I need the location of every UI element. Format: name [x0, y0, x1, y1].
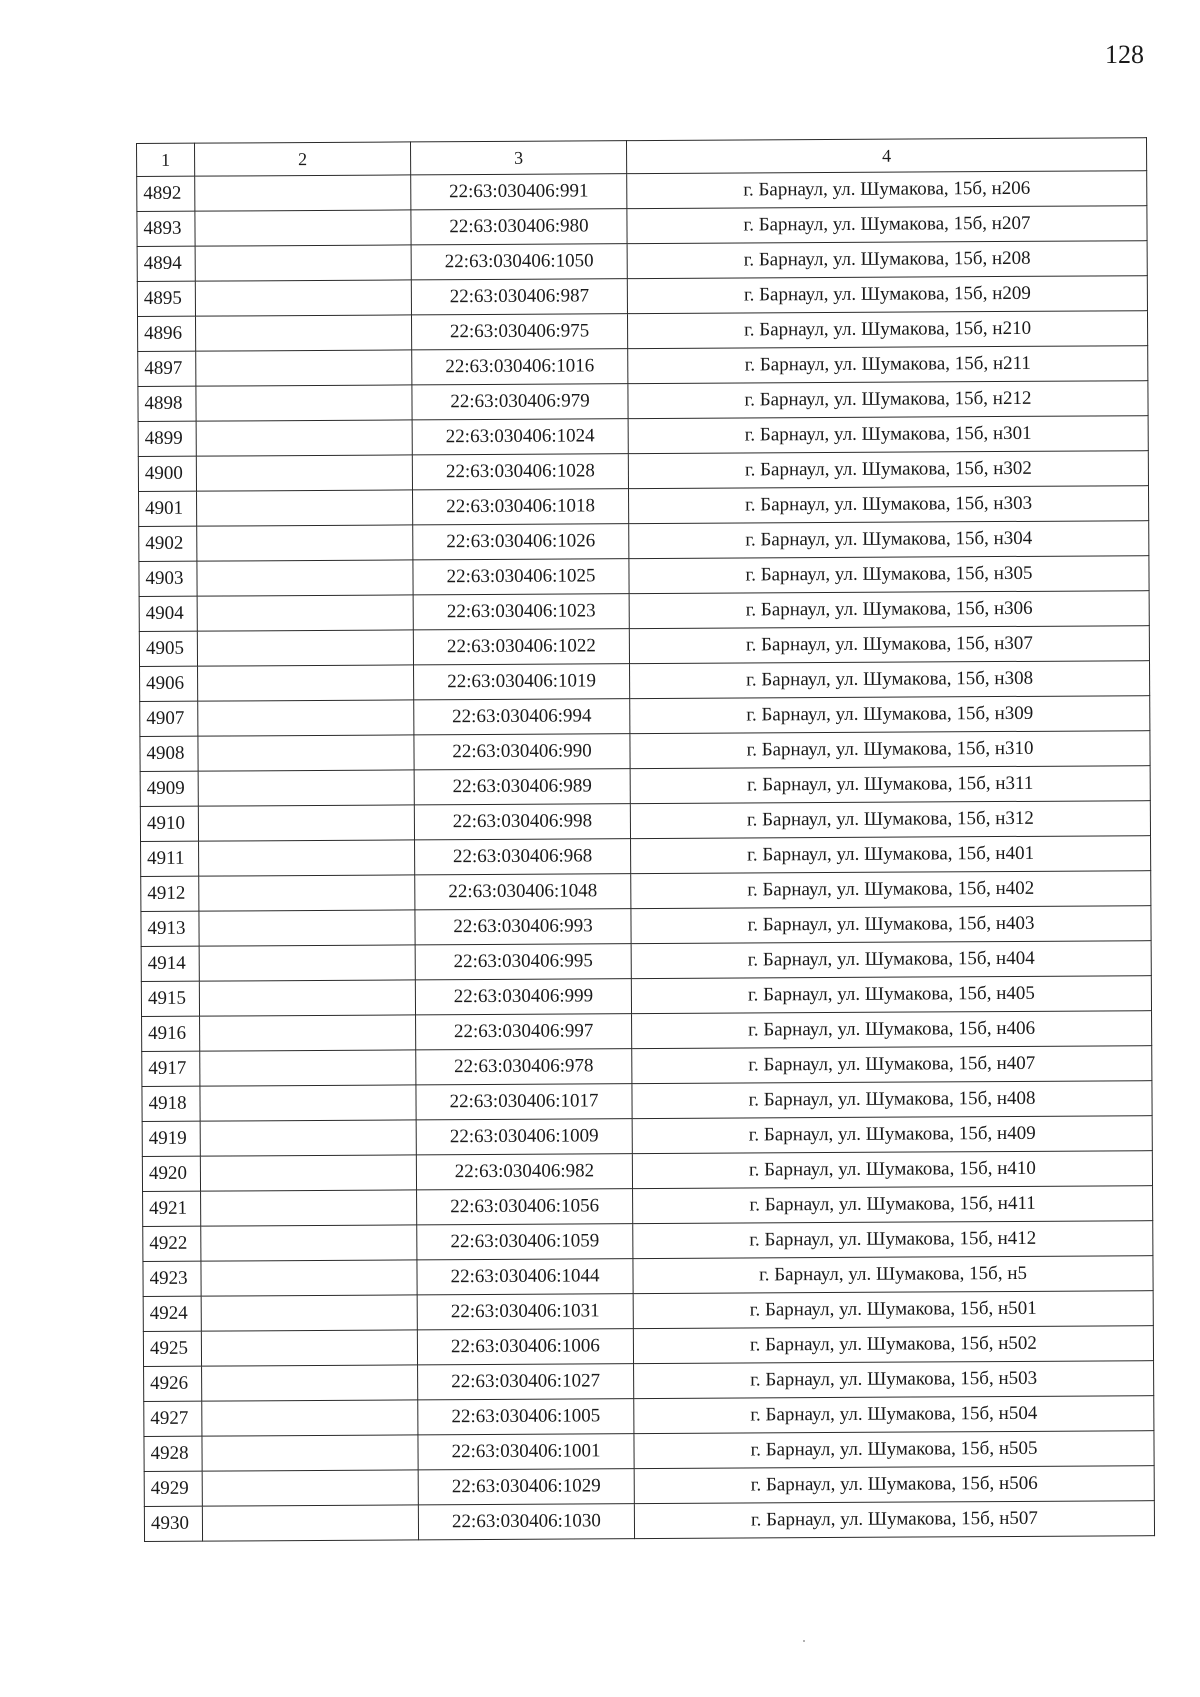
- table-row: [137, 206, 1147, 247]
- address: г. Барнаул, ул. Шумакова, 15б, н312: [630, 801, 1150, 839]
- table-row: [141, 836, 1151, 877]
- row-col2: [199, 875, 415, 911]
- row-number: 4893: [137, 211, 195, 246]
- table-row: [139, 556, 1149, 597]
- cadastral-number: 22:63:030406:1029: [418, 1469, 634, 1505]
- table-row: [138, 381, 1148, 422]
- row-number: 4894: [137, 246, 195, 281]
- row-number: 4920: [142, 1156, 200, 1191]
- address: г. Барнаул, ул. Шумакова, 15б, н409: [632, 1116, 1152, 1154]
- row-number: 4906: [140, 666, 198, 701]
- row-number: 4908: [140, 736, 198, 771]
- cadastral-number: 22:63:030406:1026: [413, 524, 629, 560]
- row-number: 4916: [142, 1016, 200, 1051]
- address: г. Барнаул, ул. Шумакова, 15б, н301: [628, 416, 1148, 454]
- cadastral-number: 22:63:030406:975: [411, 314, 627, 350]
- cadastral-number: 22:63:030406:982: [416, 1154, 632, 1190]
- row-number: 4902: [139, 526, 197, 561]
- row-number: 4892: [137, 176, 195, 211]
- row-col2: [196, 455, 412, 491]
- row-number: 4918: [142, 1086, 200, 1121]
- address: г. Барнаул, ул. Шумакова, 15б, н310: [630, 731, 1150, 769]
- row-number: 4910: [140, 806, 198, 841]
- table-row: [140, 696, 1150, 737]
- table-row: [142, 1151, 1152, 1192]
- table-row: [144, 1361, 1154, 1402]
- row-col2: [200, 1155, 416, 1191]
- table-row: [140, 766, 1150, 807]
- cadastral-number: 22:63:030406:980: [411, 209, 627, 245]
- row-col2: [196, 385, 412, 421]
- table-row: [143, 1326, 1153, 1367]
- row-number: 4898: [138, 386, 196, 421]
- address: г. Барнаул, ул. Шумакова, 15б, н412: [633, 1221, 1153, 1259]
- address: г. Барнаул, ул. Шумакова, 15б, н207: [627, 206, 1147, 244]
- table-row: [143, 1186, 1153, 1227]
- cadastral-number: 22:63:030406:1016: [412, 349, 628, 385]
- row-col2: [197, 525, 413, 561]
- address: г. Барнаул, ул. Шумакова, 15б, н208: [627, 241, 1147, 279]
- row-col2: [199, 910, 415, 946]
- cadastral-number: 22:63:030406:997: [416, 1014, 632, 1050]
- table-row: [142, 1081, 1152, 1122]
- row-number: 4930: [144, 1506, 202, 1541]
- row-col2: [201, 1330, 417, 1366]
- cadastral-number: 22:63:030406:1019: [414, 664, 630, 700]
- row-number: 4922: [143, 1226, 201, 1261]
- row-number: 4914: [141, 946, 199, 981]
- row-number: 4904: [139, 596, 197, 631]
- row-col2: [196, 420, 412, 456]
- cadastral-number: 22:63:030406:1001: [418, 1434, 634, 1470]
- page-number: 128: [1105, 40, 1144, 69]
- row-col2: [195, 175, 411, 211]
- table-row: [139, 591, 1149, 632]
- cadastral-number: 22:63:030406:1030: [418, 1504, 634, 1540]
- row-col2: [195, 315, 411, 351]
- table-row: [139, 486, 1149, 527]
- cadastral-number: 22:63:030406:968: [415, 839, 631, 875]
- address: г. Барнаул, ул. Шумакова, 15б, н401: [631, 836, 1151, 874]
- column-header-1: 1: [137, 143, 195, 176]
- row-col2: [195, 210, 411, 246]
- row-col2: [201, 1295, 417, 1331]
- row-col2: [198, 735, 414, 771]
- row-number: 4911: [141, 841, 199, 876]
- address: г. Барнаул, ул. Шумакова, 15б, н408: [632, 1081, 1152, 1119]
- row-number: 4913: [141, 911, 199, 946]
- address: г. Барнаул, ул. Шумакова, 15б, н211: [628, 346, 1148, 384]
- address: г. Барнаул, ул. Шумакова, 15б, н402: [631, 871, 1151, 909]
- table-row: [138, 451, 1148, 492]
- table-row: [137, 171, 1147, 212]
- table-row: [144, 1396, 1154, 1437]
- row-col2: [196, 350, 412, 386]
- row-number: 4925: [143, 1331, 201, 1366]
- registry-table-wrapper: [136, 137, 1154, 1542]
- cadastral-number: 22:63:030406:1018: [413, 489, 629, 525]
- cadastral-number: 22:63:030406:1009: [416, 1119, 632, 1155]
- address: г. Барнаул, ул. Шумакова, 15б, н502: [633, 1326, 1153, 1364]
- table-row: [137, 276, 1147, 317]
- column-header-4: 4: [626, 138, 1146, 174]
- address: г. Барнаул, ул. Шумакова, 15б, н210: [627, 311, 1147, 349]
- address: г. Барнаул, ул. Шумакова, 15б, н405: [631, 976, 1151, 1014]
- cadastral-number: 22:63:030406:994: [414, 699, 630, 735]
- cadastral-number: 22:63:030406:1028: [412, 454, 628, 490]
- row-col2: [200, 1015, 416, 1051]
- table-row: [143, 1256, 1153, 1297]
- row-col2: [198, 770, 414, 806]
- address: г. Барнаул, ул. Шумакова, 15б, н504: [634, 1396, 1154, 1434]
- row-number: 4923: [143, 1261, 201, 1296]
- row-col2: [197, 560, 413, 596]
- column-header-3: 3: [410, 141, 626, 175]
- cadastral-number: 22:63:030406:1017: [416, 1084, 632, 1120]
- address: г. Барнаул, ул. Шумакова, 15б, н407: [632, 1046, 1152, 1084]
- cadastral-number: 22:63:030406:1031: [417, 1294, 633, 1330]
- registry-table: [136, 137, 1155, 1542]
- cadastral-number: 22:63:030406:1006: [417, 1329, 633, 1365]
- address: г. Барнаул, ул. Шумакова, 15б, н307: [629, 626, 1149, 664]
- address: г. Барнаул, ул. Шумакова, 15б, н403: [631, 906, 1151, 944]
- address: г. Барнаул, ул. Шумакова, 15б, н304: [629, 521, 1149, 559]
- row-col2: [200, 1085, 416, 1121]
- table-row: [143, 1291, 1153, 1332]
- row-col2: [201, 1225, 417, 1261]
- table-row: [137, 241, 1147, 282]
- cadastral-number: 22:63:030406:998: [414, 804, 630, 840]
- row-col2: [197, 595, 413, 631]
- table-row: [141, 976, 1151, 1017]
- cadastral-number: 22:63:030406:990: [414, 734, 630, 770]
- row-col2: [201, 1190, 417, 1226]
- table-body: [137, 171, 1155, 1542]
- row-col2: [198, 805, 414, 841]
- cadastral-number: 22:63:030406:991: [411, 174, 627, 210]
- table-row: [137, 311, 1147, 352]
- table-row: [142, 1116, 1152, 1157]
- row-number: 4909: [140, 771, 198, 806]
- cadastral-number: 22:63:030406:1022: [413, 629, 629, 665]
- table-row: [143, 1221, 1153, 1262]
- address: г. Барнаул, ул. Шумакова, 15б, н406: [632, 1011, 1152, 1049]
- row-col2: [202, 1505, 418, 1541]
- table-row: [141, 871, 1151, 912]
- row-col2: [199, 945, 415, 981]
- table-row: [140, 801, 1150, 842]
- cadastral-number: 22:63:030406:987: [411, 279, 627, 315]
- table-row: [140, 661, 1150, 702]
- table-row: [139, 626, 1149, 667]
- address: г. Барнаул, ул. Шумакова, 15б, н503: [634, 1361, 1154, 1399]
- cadastral-number: 22:63:030406:989: [414, 769, 630, 805]
- address: г. Барнаул, ул. Шумакова, 15б, н411: [633, 1186, 1153, 1224]
- address: г. Барнаул, ул. Шумакова, 15б, н410: [632, 1151, 1152, 1189]
- address: г. Барнаул, ул. Шумакова, 15б, н404: [631, 941, 1151, 979]
- row-number: 4899: [138, 421, 196, 456]
- row-number: 4924: [143, 1296, 201, 1331]
- row-number: 4912: [141, 876, 199, 911]
- row-number: 4919: [142, 1121, 200, 1156]
- row-col2: [202, 1400, 418, 1436]
- table-row: [144, 1501, 1154, 1542]
- table-row: [144, 1466, 1154, 1507]
- cadastral-number: 22:63:030406:1059: [417, 1224, 633, 1260]
- address: г. Барнаул, ул. Шумакова, 15б, н303: [628, 486, 1148, 524]
- cadastral-number: 22:63:030406:1023: [413, 594, 629, 630]
- row-number: 4915: [141, 981, 199, 1016]
- row-col2: [198, 700, 414, 736]
- row-number: 4907: [140, 701, 198, 736]
- address: г. Барнаул, ул. Шумакова, 15б, н309: [630, 696, 1150, 734]
- row-col2: [195, 280, 411, 316]
- address: г. Барнаул, ул. Шумакова, 15б, н501: [633, 1291, 1153, 1329]
- row-number: 4901: [139, 491, 197, 526]
- cadastral-number: 22:63:030406:1024: [412, 419, 628, 455]
- cadastral-number: 22:63:030406:1048: [415, 874, 631, 910]
- table-row: [141, 906, 1151, 947]
- row-col2: [202, 1365, 418, 1401]
- row-col2: [199, 840, 415, 876]
- cadastral-number: 22:63:030406:1044: [417, 1259, 633, 1295]
- address: г. Барнаул, ул. Шумакова, 15б, н5: [633, 1256, 1153, 1294]
- cadastral-number: 22:63:030406:1050: [411, 244, 627, 280]
- address: г. Барнаул, ул. Шумакова, 15б, н212: [628, 381, 1148, 419]
- table-row: [138, 346, 1148, 387]
- row-number: 4895: [137, 281, 195, 316]
- row-col2: [198, 665, 414, 701]
- row-col2: [195, 245, 411, 281]
- table-row: [141, 941, 1151, 982]
- row-col2: [199, 980, 415, 1016]
- cadastral-number: 22:63:030406:995: [415, 944, 631, 980]
- row-number: 4927: [144, 1401, 202, 1436]
- row-number: 4897: [138, 351, 196, 386]
- table-row: [139, 521, 1149, 562]
- row-number: 4929: [144, 1471, 202, 1506]
- address: г. Барнаул, ул. Шумакова, 15б, н506: [634, 1466, 1154, 1504]
- table-row: [138, 416, 1148, 457]
- row-col2: [200, 1050, 416, 1086]
- table-row: [140, 731, 1150, 772]
- address: г. Барнаул, ул. Шумакова, 15б, н308: [630, 661, 1150, 699]
- row-col2: [200, 1120, 416, 1156]
- row-number: 4921: [143, 1191, 201, 1226]
- column-header-2: 2: [195, 142, 411, 176]
- address: г. Барнаул, ул. Шумакова, 15б, н306: [629, 591, 1149, 629]
- row-number: 4896: [137, 316, 195, 351]
- table-row: [142, 1046, 1152, 1087]
- address: г. Барнаул, ул. Шумакова, 15б, н302: [628, 451, 1148, 489]
- cadastral-number: 22:63:030406:999: [415, 979, 631, 1015]
- row-col2: [201, 1260, 417, 1296]
- address: г. Барнаул, ул. Шумакова, 15б, н507: [634, 1501, 1154, 1539]
- cadastral-number: 22:63:030406:993: [415, 909, 631, 945]
- cadastral-number: 22:63:030406:1056: [417, 1189, 633, 1225]
- address: г. Барнаул, ул. Шумакова, 15б, н206: [627, 171, 1147, 209]
- address: г. Барнаул, ул. Шумакова, 15б, н305: [629, 556, 1149, 594]
- row-number: 4926: [144, 1366, 202, 1401]
- row-col2: [202, 1435, 418, 1471]
- cadastral-number: 22:63:030406:1005: [418, 1399, 634, 1435]
- row-number: 4900: [138, 456, 196, 491]
- cadastral-number: 22:63:030406:1025: [413, 559, 629, 595]
- cadastral-number: 22:63:030406:978: [416, 1049, 632, 1085]
- row-number: 4905: [139, 631, 197, 666]
- row-col2: [202, 1470, 418, 1506]
- cadastral-number: 22:63:030406:979: [412, 384, 628, 420]
- scan-dot: [803, 1640, 805, 1642]
- address: г. Барнаул, ул. Шумакова, 15б, н209: [627, 276, 1147, 314]
- table-row: [144, 1431, 1154, 1472]
- row-number: 4903: [139, 561, 197, 596]
- row-col2: [197, 490, 413, 526]
- row-col2: [197, 630, 413, 666]
- table-row: [142, 1011, 1152, 1052]
- address: г. Барнаул, ул. Шумакова, 15б, н505: [634, 1431, 1154, 1469]
- row-number: 4928: [144, 1436, 202, 1471]
- address: г. Барнаул, ул. Шумакова, 15б, н311: [630, 766, 1150, 804]
- cadastral-number: 22:63:030406:1027: [418, 1364, 634, 1400]
- row-number: 4917: [142, 1051, 200, 1086]
